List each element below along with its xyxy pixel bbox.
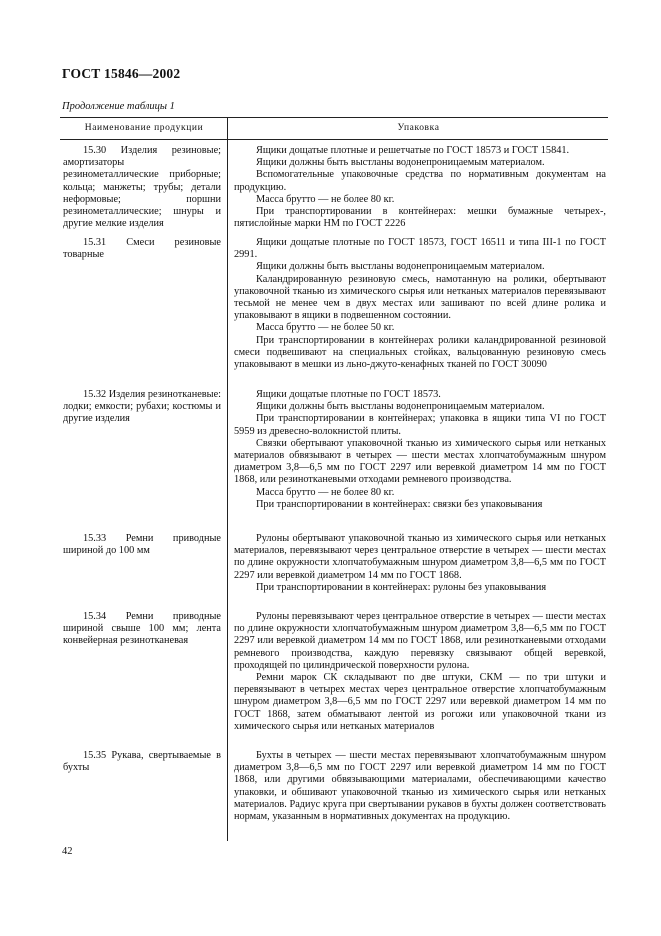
- product-cell: 15.30 Изделия резиновые; амортизаторы резинометаллические приборные; кольца; манжеты; трубы; детали неформовые; поршни резинометаллические; шнуры и другие мелкие изделия: [63, 145, 221, 230]
- product-cell: 15.35 Рукава, свертываемые в бухты: [63, 750, 221, 774]
- page-number: 42: [62, 846, 73, 857]
- column-divider: [227, 117, 228, 841]
- packaging-cell: Бухты в четырех — шести местах перевязывают хлопчатобумажным шнуром диаметром 3,8—6,5 мм по ГОСТ 2297 или веревкой диаметром 14 мм по ГОСТ 1868, или другими обвязывающими материалами, обеспечивающими качество упаковки, и обшивают упаковочной тканью из химического сырья или нетканых материалов. Радиус круга при свертывании рукавов в бухты должен соответствовать нормам, указанным в нормативных документах на продукцию.: [234, 750, 606, 823]
- product-cell: 15.33 Ремни приводные шириной до 100 мм: [63, 533, 221, 557]
- product-cell: 15.32 Изделия резинотканевые: лодки; емкости; рубахи; костюмы и другие изделия: [63, 389, 221, 425]
- column-header-packaging: Упаковка: [397, 123, 440, 133]
- document-title: ГОСТ 15846—2002: [62, 66, 181, 81]
- product-cell: 15.31 Смеси резиновые товарные: [63, 237, 221, 261]
- product-cell: 15.34 Ремни приводные шириной свыше 100 мм; лента конвейерная резинотканевая: [63, 611, 221, 647]
- table-header: [60, 117, 608, 140]
- packaging-cell: Ящики дощатые плотные по ГОСТ 18573. Ящики должны быть выстланы водонепроницаемым материалом. При транспортировании в контейнерах; упаковка в ящики типа VI по ГОСТ 5959 из древесно-волокнистой плиты. Связки обертывают упаковочной тканью из химического сырья или нетканых материалов обвязывают в четырех — шести местах хлопчатобумажным шнуром диаметром 3,8—6,5 мм по ГОСТ 2297 или веревкой диаметром 14 мм по ГОСТ 1868, или резинотканевыми отходами ремневого производства. Масса брутто — не более 80 кг. При транспортировании в контейнерах: связки без упаковывания: [234, 389, 606, 510]
- packaging-cell: Рулоны обертывают упаковочной тканью из химического сырья или нетканых материалов, перевязывают через центральное отверстие в четырех — шести местах по длине окружности хлопчатобумажным шнуром диаметром 3,8—6,5 мм по ГОСТ 2297 или веревкой диаметром 14 мм по ГОСТ 1868. При транспортировании в контейнерах: рулоны без упаковывания: [234, 533, 606, 593]
- packaging-cell: Рулоны перевязывают через центральное отверстие в четырех — шести местах по длине окружности хлопчатобумажным шнуром диаметром 3,8—6,5 мм по ГОСТ 2297 или веревкой диаметром 14 мм по ГОСТ 1868, или резинотканевыми отходами ремневого производства, каждую перевязку связывают общей веревкой, проходящей по цилиндрической поверхности рулона. Ремни марок СК складывают по две штуки, СКМ — по три штуки и перевязывают в четырех местах через центральное отверстие хлопчатобумажным шнуром диаметром 3,8—6,5 мм по ГОСТ 2297 или веревкой диаметром 14 мм по ГОСТ 1868, затем обматывают лентой из рогожи или упаковочной ткани из химического сырья или нетканых материалов: [234, 611, 606, 732]
- table-continuation-note: Продолжение таблицы 1: [62, 101, 175, 112]
- packaging-table: [60, 117, 608, 140]
- packaging-cell: Ящики дощатые плотные и решетчатые по ГОСТ 18573 и ГОСТ 15841. Ящики должны быть выстланы водонепроницаемым материалом. Вспомогательные упаковочные средства по нормативным документам на продукцию. Масса брутто — не более 80 кг. При транспортировании в контейнерах: мешки бумажные четырех-, пятислойные марки НМ по ГОСТ 2226: [234, 145, 606, 230]
- packaging-cell: Ящики дощатые плотные по ГОСТ 18573, ГОСТ 16511 и типа III-1 по ГОСТ 2991. Ящики должны быть выстланы водонепроницаемым материалом. Каландрированную резиновую смесь, намотанную на ролики, обертывают упаковочной тканью из химического сырья или нетканых материалов перевязывают тесьмой не менее чем в двух местах или зашивают по всей длине ролика и упаковывают в ящики в подвешенном состоянии. Масса брутто — не более 50 кг. При транспортировании в контейнерах ролики каландрированной резиновой смеси подвешивают на специальных стойках, вальцованную резиновую смесь упаковывают в мешки из льно-джуто-кенафных тканей по ГОСТ 30090: [234, 237, 606, 371]
- column-header-product: Наименование продукции: [84, 123, 204, 133]
